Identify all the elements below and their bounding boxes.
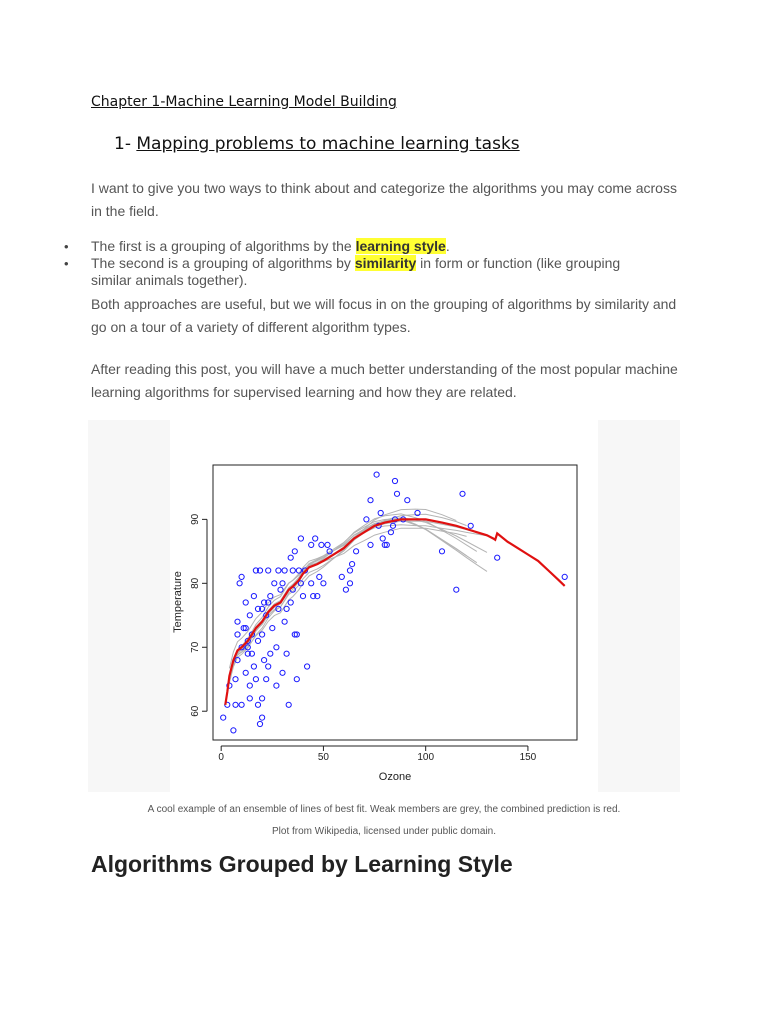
data-point	[339, 574, 344, 579]
data-point	[288, 555, 293, 560]
bullet-text: The second is a grouping of algorithms by	[91, 255, 355, 271]
x-axis-label: Ozone	[378, 771, 412, 783]
data-point	[262, 658, 267, 663]
data-point	[364, 517, 369, 522]
section-title: Mapping problems to machine learning tasks	[136, 134, 520, 154]
approaches-paragraph: Both approaches are useful, but we will focus in on the grouping of algorithms by similarity and go on a tour of a variety of different algorithm types.	[91, 296, 677, 335]
member-fit-line	[229, 519, 476, 679]
data-point	[284, 651, 289, 656]
member-fit-line	[229, 528, 466, 668]
figure-caption: A cool example of an ensemble of lines of best fit. Weak members are grey, the combined prediction is red.	[147, 804, 621, 815]
section-number: 1-	[114, 134, 131, 154]
data-point	[237, 581, 242, 586]
data-point	[235, 632, 240, 637]
data-point	[253, 677, 258, 682]
data-point	[274, 683, 279, 688]
data-point	[247, 696, 252, 701]
data-point	[278, 587, 283, 592]
data-point	[282, 568, 287, 573]
learning-style-heading: Algorithms Grouped by Learning Style	[91, 851, 513, 877]
data-point	[378, 510, 383, 515]
data-point	[347, 568, 352, 573]
data-point	[380, 536, 385, 541]
chapter-title: Chapter 1-Machine Learning Model Building	[91, 94, 397, 110]
data-point	[251, 594, 256, 599]
data-point	[290, 568, 295, 573]
data-point	[309, 581, 314, 586]
data-point	[272, 581, 277, 586]
data-point	[313, 536, 318, 541]
data-point	[286, 702, 291, 707]
data-point	[266, 568, 271, 573]
y-tick-label: 90	[190, 513, 201, 525]
data-point	[268, 594, 273, 599]
y-tick-label: 60	[190, 705, 201, 717]
data-point	[280, 581, 285, 586]
data-point	[354, 549, 359, 554]
data-point	[260, 715, 265, 720]
data-point	[221, 715, 226, 720]
data-point	[347, 581, 352, 586]
data-point	[243, 670, 248, 675]
data-point	[495, 555, 500, 560]
data-point	[264, 677, 269, 682]
data-point	[294, 677, 299, 682]
data-point	[260, 696, 265, 701]
data-point	[243, 600, 248, 605]
data-point	[276, 568, 281, 573]
data-point	[239, 574, 244, 579]
data-point	[257, 721, 262, 726]
data-point	[268, 651, 273, 656]
bullet-text: The first is a grouping of algorithms by the	[91, 238, 356, 254]
data-point	[298, 536, 303, 541]
bullet-icon: •	[64, 239, 69, 254]
data-point	[343, 587, 348, 592]
data-point	[274, 645, 279, 650]
y-tick-label: 70	[190, 641, 201, 653]
data-point	[460, 491, 465, 496]
bullet-text-end: in form or function (like grouping similar animals together).	[91, 255, 621, 288]
bullet-text-end: .	[445, 238, 450, 254]
data-point	[392, 478, 397, 483]
highlight-learning-style: learning style	[355, 238, 446, 254]
intro-paragraph: I want to give you two ways to think about and categorize the algorithms you may come across in the field.	[91, 180, 677, 219]
data-point	[309, 542, 314, 547]
data-point	[239, 702, 244, 707]
figure-credit: Plot from Wikipedia, licensed under public domain.	[272, 826, 496, 837]
x-tick-label: 50	[317, 752, 329, 763]
data-point	[454, 587, 459, 592]
data-point	[468, 523, 473, 528]
data-point	[319, 542, 324, 547]
data-point	[405, 498, 410, 503]
data-point	[292, 549, 297, 554]
data-point	[233, 677, 238, 682]
bullet-icon: •	[64, 256, 69, 271]
x-tick-label: 150	[519, 752, 537, 763]
data-point	[321, 581, 326, 586]
data-point	[305, 664, 310, 669]
data-point	[231, 728, 236, 733]
data-point	[288, 600, 293, 605]
data-point	[266, 664, 271, 669]
data-point	[325, 542, 330, 547]
data-point	[439, 549, 444, 554]
data-point	[235, 619, 240, 624]
data-point	[284, 606, 289, 611]
x-tick-label: 0	[218, 752, 224, 763]
data-point	[368, 498, 373, 503]
data-point	[280, 670, 285, 675]
highlight-similarity: similarity	[354, 255, 417, 271]
data-point	[247, 613, 252, 618]
data-point	[368, 542, 373, 547]
member-fit-line	[229, 509, 456, 678]
data-point	[233, 702, 238, 707]
data-point	[270, 626, 275, 631]
y-axis-label: Temperature	[172, 571, 184, 633]
data-point	[247, 683, 252, 688]
data-point	[374, 472, 379, 477]
x-tick-label: 100	[417, 752, 435, 763]
data-point	[251, 664, 256, 669]
data-point	[394, 491, 399, 496]
data-point	[562, 574, 567, 579]
x-axis	[218, 746, 536, 763]
data-point	[255, 638, 260, 643]
plot-frame	[213, 465, 577, 740]
y-axis	[190, 513, 207, 716]
data-point	[300, 594, 305, 599]
data-point	[260, 632, 265, 637]
data-point	[255, 702, 260, 707]
y-tick-label: 80	[190, 577, 201, 589]
data-point	[282, 619, 287, 624]
data-point	[317, 574, 322, 579]
summary-paragraph: After reading this post, you will have a much better understanding of the most popular machine learning algorithms for supervised learning and how they are related.	[91, 361, 678, 400]
data-point	[350, 562, 355, 567]
combined-fit-line	[225, 519, 564, 704]
